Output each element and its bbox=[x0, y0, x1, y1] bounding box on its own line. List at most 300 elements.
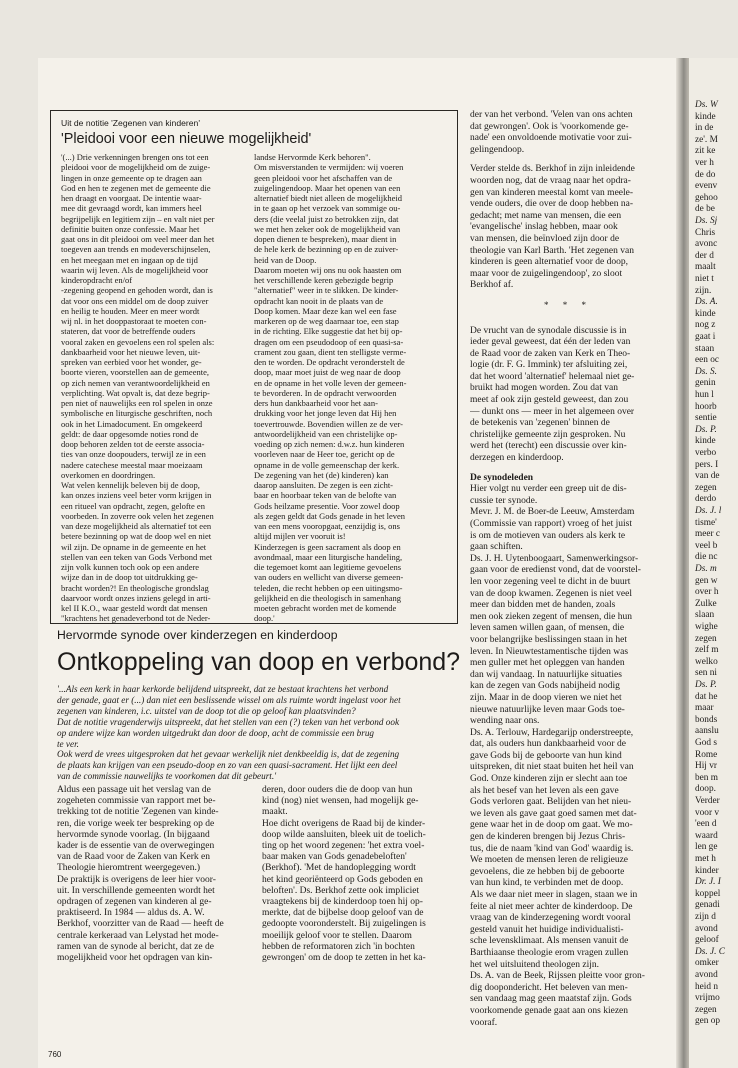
sidebar-text-line: Kinderzegen is geen sacrament als doop en bbox=[254, 541, 401, 552]
facing-page-fragment: genadi bbox=[695, 900, 720, 911]
facing-page-fragment: met h bbox=[695, 854, 716, 864]
sidebar-text-line: moeten gebracht worden met de komende bbox=[254, 603, 397, 613]
sidebar-text-line: en de opname in het volle leven der gemeen- bbox=[254, 377, 407, 388]
sidebar-text-line: markeren op de weg daarnaar toe, een stap bbox=[254, 316, 399, 326]
article-text-line: nade' een onvoldoende motivatie voor zui- bbox=[470, 133, 632, 144]
article-text-line: tus, die de naam 'kind van God' waardig is. bbox=[470, 843, 634, 854]
facing-page-fragment: Verder bbox=[695, 796, 720, 806]
right-column bbox=[470, 110, 666, 1037]
column3-paragraph bbox=[470, 484, 666, 1029]
sidebar-text-line: antwoordelijkheid van een christelijke op- bbox=[254, 428, 398, 439]
facing-page-fragment: gehoo bbox=[695, 192, 718, 203]
article-text-line: dig doopondericht. Het beleven van men- bbox=[470, 982, 628, 993]
sidebar-text-line: doop.' bbox=[254, 613, 275, 624]
sidebar-text-line: kel II K.O., waar gesteld wordt dat mensen bbox=[61, 603, 208, 613]
sidebar-text-line: Wat velen kennelijk beleven bij de doop, bbox=[61, 480, 200, 490]
sidebar-text-line: symbolische en liturgische geschriften, noch bbox=[61, 408, 213, 419]
article-text-line: gaan voor de eredienst vond, dat de voorstel- bbox=[470, 565, 641, 576]
article-text-line: meet af ook zijn gesteld geweest, dan zou bbox=[470, 395, 629, 406]
facing-page-fragment: niet t bbox=[695, 274, 714, 284]
facing-page-fragment: derdo bbox=[695, 494, 717, 505]
facing-page-fragment: zijn d bbox=[695, 912, 716, 922]
article-text-line: wending naar ons. bbox=[470, 716, 540, 727]
facing-page-fragment: slaan bbox=[695, 610, 715, 621]
sidebar-text-line: den te worden. De opdracht veronderstelt de bbox=[254, 357, 405, 367]
sidebar-text-line: verplichting. Wat opvalt is, dat deze begrip- bbox=[61, 387, 210, 398]
article-text-line: gevoelens, die ze hebben bij de geboorte bbox=[470, 866, 625, 877]
article-text-line: meer dan bidden met de handen, zoals bbox=[470, 600, 616, 611]
article-text-line: Gods verloren gaat. Belijden van het nieu- bbox=[470, 797, 632, 808]
article-text-line: Berkhof, voorzitter van de Raad — heeft de bbox=[57, 919, 224, 930]
facing-page-fragment: vrijmo bbox=[695, 993, 720, 1004]
sidebar-text-line: Doop komen. Maar deze kan wel een fase bbox=[254, 305, 397, 316]
sidebar-text-line: de hele kerk de bezinning op en de zuiver- bbox=[254, 244, 399, 255]
article-text-line: Ds. A. van de Beek, Rijssen pleitte voor gron- bbox=[470, 971, 645, 982]
facing-page-fragment: over h bbox=[695, 587, 719, 598]
sidebar-text-line: altijd mijlen ver vooruit is! bbox=[254, 531, 346, 542]
facing-page-fragment: ze'. M bbox=[695, 134, 718, 145]
sidebar-text-line: nadere catechese meestal maar moeizaam bbox=[61, 459, 203, 470]
section-heading: De synodeleden bbox=[470, 472, 534, 483]
facing-page-fragment: de be bbox=[695, 204, 715, 215]
sidebar-text-line: De zegening van het (de) kinderen) kan bbox=[254, 469, 389, 480]
article-text-line: leven. In Nieuwtestamentische tijden was bbox=[470, 646, 629, 657]
facing-page-fragment: zegen bbox=[695, 1004, 717, 1015]
sidebar-text-line: pleidooi voor de mogelijkheid om de zuige- bbox=[61, 162, 211, 173]
facing-page-fragment: Dr. J. I bbox=[695, 877, 721, 888]
intro-line: zegenen van kinderen, i.c. uitstel van de doop tot die op geloof kan plaatsvinden? bbox=[57, 705, 356, 716]
sidebar-text-line: geldt: de daar opgesomde noties rond de bbox=[61, 428, 199, 439]
sidebar-text-line: toevertrouwde. Bovendien willen ze de ver- bbox=[254, 418, 403, 429]
article-text-line: Theologie hieromtrent weergegeven.) bbox=[57, 863, 201, 874]
article-text-line: we leven als gave gaat goed samen met dat- bbox=[470, 808, 637, 819]
sidebar-text-line: in te gaan op het verzoek van sommige ou- bbox=[254, 203, 401, 214]
sidebar-text-line: ook in het Limadocument. En omgekeerd bbox=[61, 418, 203, 429]
article-text-line: vooraf. bbox=[470, 1017, 498, 1028]
article-text-line: gedoopte vooronderstelt. Bij zuigelingen is bbox=[262, 919, 426, 930]
article-text-line: 'evangelische' inslag hebben, maar ook bbox=[470, 222, 618, 233]
intro-line: der genade, gaat er (...) dan niet een beslissende wissel om als ruimte wordt ingelast voor het bbox=[57, 694, 401, 705]
facing-page-fragment: gen op bbox=[695, 1016, 721, 1027]
sidebar-text-line: lingen in onze gemeente op te dragen aan bbox=[61, 172, 202, 183]
column3-paragraph bbox=[470, 110, 666, 156]
article-text-line: dat het woord 'alternatief' helemaal niet ge- bbox=[470, 371, 635, 382]
article-text-line: God. Onze kinderen zijn er slecht aan toe bbox=[470, 774, 628, 785]
facing-page-fragment: tisme' bbox=[695, 517, 717, 528]
intro-line: de plaats kan krijgen van een pseudo-doop en zo van een quasi-sacrament. Het lijkt een deel bbox=[57, 760, 398, 771]
article-text-line: feite al niet meer achter de kinderdoop. De bbox=[470, 901, 633, 912]
article-text-line: mogelijkheid voor het opdragen van kin- bbox=[57, 953, 213, 964]
facing-page-fragment: koppel bbox=[695, 888, 721, 899]
facing-page-fragment: dat he bbox=[695, 691, 718, 702]
article-text-line: gave Gods bij de geboorte van hun kind bbox=[470, 750, 622, 761]
article-text-line: vraagtekens bij de kinderdoop toen hij op- bbox=[262, 897, 423, 908]
article-text-line: sen vandaag mag geen maatstaf zijn. Gods bbox=[470, 994, 632, 1005]
article-text-line: vende ouders, die over de doop hebben na- bbox=[470, 199, 634, 210]
column3-paragraph bbox=[470, 326, 666, 465]
sidebar-text-line: pen niet of nauwelijks een rol spelen in onze bbox=[61, 398, 213, 408]
facing-page-fragment: pers. I bbox=[695, 459, 719, 470]
section-separator: * * * bbox=[544, 299, 592, 310]
article-text-line: voor belangrijke beslissingen staan in het bbox=[470, 634, 627, 645]
article-text-line: kan de zegen van Gods nabijheid nodig bbox=[470, 681, 620, 692]
article-column-1 bbox=[57, 785, 251, 964]
page-number: 760 bbox=[48, 1050, 62, 1059]
article-text-line: theologie van Karl Barth. 'Het zegenen van bbox=[470, 245, 634, 256]
sidebar-text-line: die tegemoet komt aan legitieme gevoelens bbox=[254, 562, 402, 572]
article-text-line: ren, die vorige week ter bespreking op de bbox=[57, 818, 215, 829]
sidebar-text-line: -zegening geopend en gehoden wordt, dan is bbox=[61, 285, 213, 296]
facing-page-fragment: hoorb bbox=[695, 401, 717, 412]
sidebar-text-line: Daarom moeten wij ons nu ook haasten om bbox=[254, 264, 402, 275]
facing-page-fragment: kinde bbox=[695, 436, 716, 447]
facing-page-fragment: waard bbox=[695, 830, 718, 841]
sidebar-text-line: kan onzes inziens veel beter vorm krijgen in bbox=[61, 490, 212, 501]
article-text-line: hebben de reformatoren zich 'in bochten bbox=[262, 941, 415, 952]
sidebar-text-line: in de richting. Elke suggestie dat het bij op- bbox=[254, 326, 403, 337]
article-text-line: de Raad voor de zaken van Kerk en Theo- bbox=[470, 348, 631, 359]
facing-page-fragment: die nc bbox=[695, 552, 718, 563]
facing-page-fragment: wighe bbox=[695, 622, 718, 632]
sidebar-text-line: voorbeden. In zoverre ook velen het zegenen bbox=[61, 510, 214, 521]
article-text-line: len voor zegening veel te dicht in de buurt bbox=[470, 576, 631, 587]
sidebar-text-line: voeding op zich nemen: d.w.z. hun kinderen bbox=[254, 439, 405, 449]
sidebar-text-line: alternatief biedt niet alleen de mogelijkheid bbox=[254, 193, 402, 203]
article-text-line: trekking tot de notitie 'Zegenen van kinde- bbox=[57, 807, 219, 818]
article-text-line: het kind georiënteerd op Gods geboden en bbox=[262, 874, 423, 885]
facing-page-fragment: avond bbox=[695, 923, 718, 934]
article-text-line: kader is de essentie van de overwegingen bbox=[57, 841, 215, 852]
sidebar-text-line: boorte vieren, voorstellen aan de gemeente, bbox=[61, 367, 209, 378]
article-text-line: gesteld vanuit het huidige individualisti- bbox=[470, 924, 624, 935]
sidebar-text-line: gelijkheid en die theologisch in samenhang bbox=[254, 592, 402, 603]
sidebar-text-line: wil zijn. De opname in de gemeente en het bbox=[61, 541, 207, 552]
sidebar-text-line: betere bezinning op wat de doop wel en niet bbox=[61, 531, 212, 542]
facing-page-fragment: Hij vr bbox=[695, 761, 717, 772]
article-text-line: beloften'. Ds. Berkhof zette ook impliciet bbox=[262, 885, 420, 896]
sidebar-column-2 bbox=[254, 152, 448, 624]
article-text-line: gaan schiften. bbox=[470, 542, 523, 553]
sidebar-text-line: bracht worden?! En theologische grondslag bbox=[61, 582, 209, 593]
facing-page-fragment: sentie bbox=[695, 413, 717, 424]
sidebar-box bbox=[50, 110, 458, 624]
facing-page-fragment: zijn. bbox=[695, 285, 712, 296]
facing-page-fragment: avonc bbox=[695, 239, 718, 250]
sidebar-text-line: stateren, dat voor de betreffende ouders bbox=[61, 326, 196, 337]
column3-paragraph bbox=[470, 164, 666, 292]
sidebar-text-line: drukking voor het jonge leven dat Hij hen bbox=[254, 408, 397, 419]
sidebar-text-line: toegeven aan trends en modeverschijnselen, bbox=[61, 244, 211, 255]
article-text-line: ting op het woord zegenen: 'het extra voel- bbox=[262, 841, 425, 852]
article-text-line: logie (dr. F. G. Immink) ter afsluiting zei, bbox=[470, 360, 628, 371]
sidebar-text-line: en heilig te houden. Meer en meer wordt bbox=[61, 305, 200, 316]
article-text-line: van mensen, die beïnvloed zijn door de bbox=[470, 233, 620, 244]
facing-page-fragment: zegen bbox=[695, 633, 717, 644]
sidebar-text-line: God en hen te zegenen met de gemeente die bbox=[61, 182, 211, 193]
sidebar-text-line: doop behoren zelden tot de eerste associa- bbox=[61, 439, 205, 449]
facing-page-fragment: meer c bbox=[695, 529, 721, 540]
sidebar-text-line: geen pleidooi voor het afschaffen van de bbox=[254, 172, 393, 183]
facing-page-fragment: veel b bbox=[695, 540, 718, 551]
article-text-line: voorkomende genade gaat aan ons kiezen bbox=[470, 1005, 629, 1016]
sidebar-text-line: we met hen zeker ook de mogelijkheid van bbox=[254, 223, 401, 234]
sidebar-text-line: als zegen geldt dat Gods genade in het leven bbox=[254, 510, 406, 521]
article-text-line: der van het verbond. 'Velen van ons achten bbox=[470, 110, 633, 120]
facing-page-fragment: van de bbox=[695, 471, 720, 482]
article-text-line: nieuwe natuurlijke leven maar Gods toe- bbox=[470, 704, 625, 715]
article-text-line: Barthiaanse theologie erom vragen zullen bbox=[470, 947, 629, 958]
facing-page-fragment: evenv bbox=[695, 181, 718, 192]
facing-page-fragment: gaat i bbox=[695, 332, 716, 342]
intro-line: Dat de notitie vragenderwijs uitspreekt, dat het stellen van een (?) teken van het verbond ook bbox=[57, 716, 400, 727]
sidebar-text-line: landse Hervormde Kerk behoren". bbox=[254, 152, 371, 162]
article-text-line: gen van kinderen meestal komt van meele- bbox=[470, 187, 634, 198]
sidebar-text-line: ders hun dankbaarheid voor het aan- bbox=[254, 398, 378, 408]
sidebar-text-line: dragen om een pseudodoop of een quasi-sa- bbox=[254, 336, 404, 347]
facing-page-fragment: in de bbox=[695, 123, 714, 134]
facing-page-fragment: kinder bbox=[695, 865, 719, 876]
article-text-line: Hier volgt nu verder een greep uit de dis- bbox=[470, 484, 627, 495]
article-text-line: de betekenis van 'zegenen' binnen de bbox=[470, 418, 610, 429]
article-text-line: leven samen willen gaan, of mensen, die bbox=[470, 623, 625, 634]
facing-page-fragment: voor v bbox=[695, 807, 720, 818]
article-text-line: doop wilde aansluiten, bleek uit de toelich- bbox=[262, 829, 426, 840]
article-text-line: vraag van de kinderzegening wordt vooral bbox=[470, 913, 631, 924]
sidebar-text-line: "alternatief" weer in te slikken. De kinder- bbox=[254, 285, 399, 296]
intro-line: Ook werd de vrees uitgesproken dat het gevaar werkelijk niet denkbeeldig is, dat de zegening bbox=[57, 749, 400, 760]
article-text-line: werd het (terecht) een discussie over kin- bbox=[470, 441, 627, 452]
sidebar-text-line: overkomen en doordringen. bbox=[61, 469, 156, 480]
article-text-line: Ds. A. Terlouw, Hardegarijp onderstreepte, bbox=[470, 727, 634, 738]
article-text-line: derzegen en kinderdoop. bbox=[470, 453, 564, 464]
article-text-line: (Commissie van rapport) vroeg of het juist bbox=[470, 519, 632, 529]
article-text-line: men ook zieken zegent of mensen, die hun bbox=[470, 611, 632, 622]
sidebar-text-line: op zich nemen van verantwoordelijkheid en bbox=[61, 377, 210, 388]
facing-page-fragment: zelf m bbox=[695, 645, 719, 656]
article-text-line: is om de motieven van ouders als kerk te bbox=[470, 530, 626, 541]
sidebar-text-line: dat voor ons een middel om de doop zuiver bbox=[61, 295, 209, 306]
article-text-line: De praktijk is overigens de leer hier voor- bbox=[57, 874, 216, 885]
article-text-line: als het besef van het leven als een gave bbox=[470, 785, 619, 796]
facing-page-fragment: ver h bbox=[695, 158, 714, 168]
facing-page-fragment: zegen bbox=[695, 482, 717, 493]
sidebar-text-line: ders (die veelal juist zo betrokken zijn, dat bbox=[254, 213, 399, 224]
facing-page-fragment: Ds. P. bbox=[695, 424, 717, 435]
article-text-line: — dunkt ons — meer in het algemeen over bbox=[470, 406, 635, 417]
sidebar-text-line: begrijpelijk en legitiem zijn – en valt niet per bbox=[61, 213, 215, 224]
facing-page-fragment: der d bbox=[695, 250, 714, 261]
facing-page-fragment: welko bbox=[695, 656, 718, 667]
sidebar-kicker: Uit de notitie 'Zegenen van kinderen' bbox=[61, 118, 200, 128]
sidebar-text-line: wijze dan in de doop tot uitdrukking ge- bbox=[61, 572, 198, 583]
article-text-line: maar voor de zuigelingendoop', zo sloot bbox=[470, 268, 623, 279]
sidebar-text-line: spreken van eerbied voor het wonder, ge- bbox=[61, 357, 202, 367]
article-text-line: uitspreken, dit niet staat buiten het heil van bbox=[470, 762, 634, 773]
sidebar-text-line: crament zou gaan, dient ten stelligste verme- bbox=[254, 346, 407, 357]
sidebar-text-line: te bevorderen. In de opdracht verwoorden bbox=[254, 387, 397, 398]
facing-page-fragment: nog z bbox=[695, 320, 716, 331]
facing-page-fragment: Rome bbox=[695, 749, 718, 760]
article-text-line: merkte, dat de bijbelse doop geloof van de bbox=[262, 908, 424, 919]
article-text-line: van hun kind, te verbinden met de doop. bbox=[470, 878, 624, 889]
sidebar-text-line: kinderopdracht en/of bbox=[61, 275, 133, 285]
article-text-line: gedacht; met name van mensen, die een bbox=[470, 210, 622, 221]
article-text-line: gen de kinderen brengen bij Jezus Chris- bbox=[470, 832, 626, 843]
facing-page-fragment: zit ke bbox=[695, 146, 716, 157]
facing-page-fragment: Ds. J. C bbox=[695, 946, 725, 957]
sidebar-text-line: definitie buiten onze confessie. Maar het bbox=[61, 223, 200, 234]
article-text-line: praktiseerd. In 1984 — aldus ds. A. W. bbox=[57, 908, 205, 919]
sidebar-text-line: hen draagt en voorgaat. De intentie waar- bbox=[61, 193, 202, 203]
sidebar-text-line: van een mens vooropgaat, eenzijdig is, ons bbox=[254, 521, 400, 531]
sidebar-text-line: en het meegaan met en ingaan op de tijd bbox=[61, 254, 198, 265]
article-text-line: uit. In verschillende gemeenten wordt het bbox=[57, 885, 215, 896]
sidebar-text-line: teleden, die recht hebben op een uitingsmo- bbox=[254, 582, 403, 593]
article-title: Ontkoppeling van doop en verbond? bbox=[57, 648, 461, 676]
sidebar-text-line: van deze mogelijkheid als alternatief tot een bbox=[61, 521, 212, 531]
facing-page-fragment: Ds. S. bbox=[695, 366, 717, 377]
sidebar-text-line: voorleven naar de Heer toe, gericht op de bbox=[254, 449, 395, 460]
article-text-line: Ds. J. H. Uytenboogaart, Samenwerkingsor- bbox=[470, 553, 639, 564]
sidebar-text-line: daarvoor wordt onzes inziens gelegd in arti- bbox=[61, 592, 211, 603]
article-text-line: ramen van de synode al bericht, dat ze de bbox=[57, 941, 214, 952]
article-text-line: Verder stelde ds. Berkhof in zijn inleidende bbox=[470, 164, 635, 175]
facing-page-fragment: hun l bbox=[695, 390, 714, 400]
sidebar-text-line: zijn volk kunnen toch ook op een andere bbox=[61, 562, 200, 572]
sidebar-text-line: vooral zaken en gevoelens een rol spelen als: bbox=[61, 336, 215, 347]
facing-page-fragment: God s bbox=[695, 738, 717, 748]
article-text-line: cussie ter synode. bbox=[470, 495, 538, 506]
article-text-line: het wel uitsluitend theologen zijn. bbox=[470, 959, 600, 970]
sidebar-text-line: wij nl. in het dooppastoraat te moeten con- bbox=[61, 316, 207, 326]
sidebar-text-line: avondmaal, maar een liturgische handeling, bbox=[254, 551, 403, 562]
facing-page-fragment: genin bbox=[695, 378, 716, 389]
facing-page-fragment: geloof bbox=[695, 935, 719, 946]
sidebar-text-line: waarin wij leven. Als de mogelijkheid voor bbox=[61, 264, 209, 275]
article-text-line: woorden nog, dat de vraag naar het opdra- bbox=[470, 175, 631, 186]
sidebar-text-line: '(...) Drie verkenningen brengen ons tot een bbox=[61, 152, 209, 162]
sidebar-text-line: daarop aansluiten. De zegen is een zicht- bbox=[254, 480, 394, 490]
sidebar-text-line: opdracht kan nooit in de plaats van de bbox=[254, 295, 384, 306]
sidebar-text-line: stellen van een teken van Gods Verbond met bbox=[61, 551, 213, 562]
article-text-line: maakt. bbox=[262, 807, 288, 818]
sidebar-text-line: baar en hoorbaar teken van de belofte van bbox=[254, 490, 397, 501]
facing-page-fragment: aanslu bbox=[695, 726, 719, 737]
sidebar-text-line: "krachtens het genadeverbond tot de Neder- bbox=[61, 613, 211, 624]
sidebar-title: 'Pleidooi voor een nieuwe mogelijkheid' bbox=[61, 131, 312, 147]
intro-line: te ver. bbox=[57, 738, 79, 749]
facing-page-fragment: Ds. P. bbox=[695, 680, 717, 690]
sidebar-text-line: Gods heilzame presentie. Voor zowel doop bbox=[254, 500, 400, 511]
article-text-line: kind (nog) niet wensen, had mogelijk ge- bbox=[262, 796, 419, 807]
article-text-line: (Berkhof). 'Met de handoplegging wordt bbox=[262, 863, 416, 874]
facing-page-fragment: ben m bbox=[695, 772, 718, 783]
facing-page-fragment: doop. bbox=[695, 784, 716, 795]
facing-page-fragment: maalt bbox=[695, 262, 716, 273]
article-text-line: zijn. Maar in de doop vieren we niet het bbox=[470, 692, 622, 703]
facing-page-fragment: 'een d bbox=[695, 819, 717, 830]
article-text-line: gewrongen' om de doop te zetten in het ka- bbox=[262, 953, 426, 964]
facing-page-fragment: de do bbox=[695, 169, 716, 180]
article-text-line: hervormde synode voorlag. (In bijgaand bbox=[57, 829, 210, 840]
facing-page-fragment: Ds. Sj bbox=[695, 216, 718, 226]
sidebar-text-line: dankbaarheid voor het nieuwe leven, uit- bbox=[61, 346, 201, 357]
facing-page-fragment: kinde bbox=[695, 111, 716, 122]
facing-page-fragment: een oc bbox=[695, 355, 720, 366]
facing-page-fragment: omker bbox=[695, 958, 719, 969]
article-text-line: van de doop kwamen. Zegenen is niet veel bbox=[470, 588, 632, 599]
sidebar-text-line: dopen dienen te bespreken), maar dient in bbox=[254, 234, 397, 244]
article-column-2 bbox=[262, 785, 458, 964]
facing-page-fragment: maar bbox=[695, 703, 714, 714]
facing-page-fragment: staan bbox=[695, 343, 715, 354]
facing-page-fragment: verbo bbox=[695, 448, 717, 458]
sidebar-text-line: van ouders en wellicht van diverse gemeen- bbox=[254, 572, 404, 583]
facing-page-fragment: len ge bbox=[695, 842, 718, 853]
article-text-line: christelijke gemeente zijn gesproken. Nu bbox=[470, 429, 626, 440]
article-text-line: De vrucht van de synodale discussie is in bbox=[470, 325, 627, 336]
sidebar-text-line: opname in de volle gemeenschap der kerk. bbox=[254, 459, 400, 470]
article-text-line: Mevr. J. M. de Boer-de Leeuw, Amsterdam bbox=[470, 507, 635, 518]
article-text-line: Als we daar niet meer in slagen, staan we in bbox=[470, 890, 638, 900]
article-intro-quote bbox=[57, 684, 459, 782]
article-text-line: gelingendoop. bbox=[470, 144, 525, 155]
intro-line: op andere wijze kan worden uitgedrukt dan door de doop, acht de commissie een brug bbox=[57, 727, 375, 738]
intro-line: '...Als een kerk in haar kerkorde belijdend uitspreekt, dat ze bestaat krachtens het verbond bbox=[57, 684, 389, 694]
article-text-line: men guller met het opleggen van handen bbox=[470, 658, 625, 669]
article-text-line: kinderen is geen alternatief voor de doop, bbox=[470, 257, 629, 268]
article-text-line: bruikt had mogen worden. Zou dat van bbox=[470, 383, 619, 394]
facing-page-fragment: Ds. m bbox=[695, 564, 717, 574]
article-text-line: dat, als ouders hun dankbaarheid voor de bbox=[470, 739, 626, 750]
article-text-line: baar maken van Gods genadebeloften' bbox=[262, 852, 407, 863]
sidebar-text-line: heid van de Doop. bbox=[254, 254, 317, 265]
article-text-line: Hoe dicht overigens de Raad bij de kinder- bbox=[262, 818, 426, 829]
article-text-line: We moeten de mensen leren de religieuze bbox=[470, 855, 629, 866]
article-text-line: gene waar het in de doop om gaat. We mo- bbox=[470, 820, 633, 831]
facing-page-fragment: Ds. J. l bbox=[695, 506, 722, 516]
article-text-line: sche levensklimaat. Als mensen vanuit de bbox=[470, 936, 629, 947]
sidebar-text-line: mee dit gevraagd wordt, kan immers heel bbox=[61, 203, 202, 214]
sidebar-text-line: Om misverstanden te vermijden: wij voeren bbox=[254, 162, 404, 173]
article-text-line: moeilijk geloof voor te stellen. Daarom bbox=[262, 930, 412, 941]
facing-page-fragment: Ds. W bbox=[695, 100, 718, 110]
facing-page-fragment: heid n bbox=[695, 981, 718, 992]
facing-page-fragment: kinde bbox=[695, 308, 716, 319]
facing-page-fragment: bonds bbox=[695, 714, 718, 725]
article-text-line: opdragen of zegenen van kinderen al ge- bbox=[57, 897, 212, 908]
sidebar-text-line: zuigelingendoop. Maar het openen van een bbox=[254, 182, 401, 193]
sidebar-text-line: ties van onze doopouders, terwijl ze in een bbox=[61, 449, 206, 460]
intro-line: van de commissie nauwelijks te voorkomen dat dit gebeurt.' bbox=[57, 771, 277, 782]
sidebar-column-1 bbox=[61, 152, 247, 624]
article-text-line: van de Raad voor de Zaken van Kerk en bbox=[57, 852, 210, 863]
article-text-line: dan wij vandaag. In natuurlijke situaties bbox=[470, 669, 622, 680]
sidebar-text-line: doop, maar moet juist de weg naar de doop bbox=[254, 367, 401, 378]
facing-page-fragment: gen w bbox=[695, 575, 718, 586]
article-text-line: deren, door ouders die de doop van hun bbox=[262, 785, 413, 795]
article-text-line: Aldus een passage uit het verslag van de bbox=[57, 785, 211, 795]
facing-page-fragment: Ds. A. bbox=[695, 297, 718, 308]
article-text-line: Berkhof af. bbox=[470, 280, 514, 291]
article-text-line: ieder geval geweest, dat één der leden van bbox=[470, 337, 631, 348]
facing-page bbox=[688, 58, 738, 1068]
sidebar-text-line: het verschillende keren gebezigde begrip bbox=[254, 275, 394, 285]
sidebar-text-line: een ritueel van opdracht, zegen, gelofte en bbox=[61, 500, 205, 511]
article-text-line: dat gewrongen'. Ook is 'voorkomende ge- bbox=[470, 121, 629, 132]
sidebar-text-line: gaat ons in dit pleidooi om veel meer dan het bbox=[61, 234, 215, 244]
article-kicker: Hervormde synode over kinderzegen en kinderdoop bbox=[57, 628, 338, 642]
